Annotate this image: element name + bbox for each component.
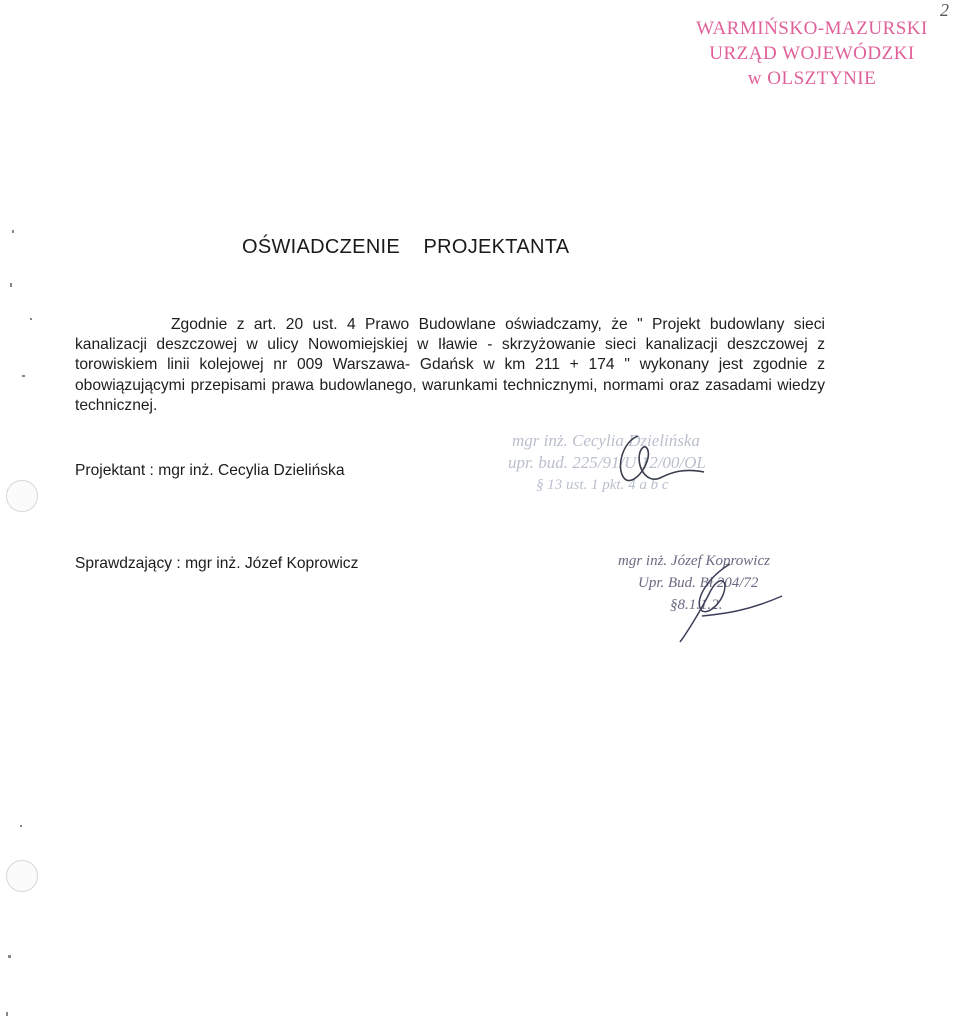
document-title: OŚWIADCZENIE PROJEKTANTA [242, 236, 570, 258]
punch-hole [6, 860, 38, 892]
scan-speck [10, 283, 12, 287]
designer-stamp-line: § 13 ust. 1 pkt. 4 a b c [536, 477, 669, 493]
scan-speck [22, 375, 25, 377]
checker-stamp-line: §8.1.1.2. [670, 597, 723, 613]
scan-speck [12, 230, 14, 233]
scan-speck [8, 955, 11, 958]
office-stamp [692, 16, 932, 91]
designer-line: Projektant : mgr inż. Cecylia Dzielińska [75, 462, 345, 479]
designer-signature [600, 428, 720, 498]
office-stamp-line: WARMIŃSKO-MAZURSKI [696, 18, 928, 39]
scan-speck [6, 1012, 8, 1016]
office-stamp-line: URZĄD WOJEWÓDZKI [709, 43, 915, 64]
page-number: 2 [940, 0, 949, 20]
scan-speck [20, 825, 22, 827]
punch-hole [6, 480, 38, 512]
declaration-paragraph: Zgodnie z art. 20 ust. 4 Prawo Budowlane oświadczamy, że " Projekt budowlany sieci kanalizacji deszczowej w ulicy Nowomiejskiej w Iławie - skrzyżowanie sieci kanalizacji deszczowej z torowiskiem linii kolejowej nr 009 Warszawa- Gdańsk w km 211 + 174 " wykonany jest zgodnie z obowiązującymi przepisami prawa budowlanego, warunkami technicznymi, normami oraz zasadami wiedzy technicznej. [75, 316, 825, 414]
scan-speck [30, 318, 32, 320]
designer-stamp-line: upr. bud. 225/91/U 12/00/OL [508, 453, 706, 472]
checker-stamp-line: mgr inż. Józef Koprowicz [618, 553, 770, 569]
declaration-body [75, 315, 825, 416]
checker-stamp-line: Upr. Bud. Bł 204/72 [638, 575, 759, 591]
designer-stamp-line: mgr inż. Cecylia Dzielińska [512, 431, 700, 450]
office-stamp-line: w OLSZTYNIE [747, 68, 877, 89]
checker-line: Sprawdzający : mgr inż. Józef Koprowicz [75, 555, 359, 572]
checker-signature [650, 556, 800, 646]
